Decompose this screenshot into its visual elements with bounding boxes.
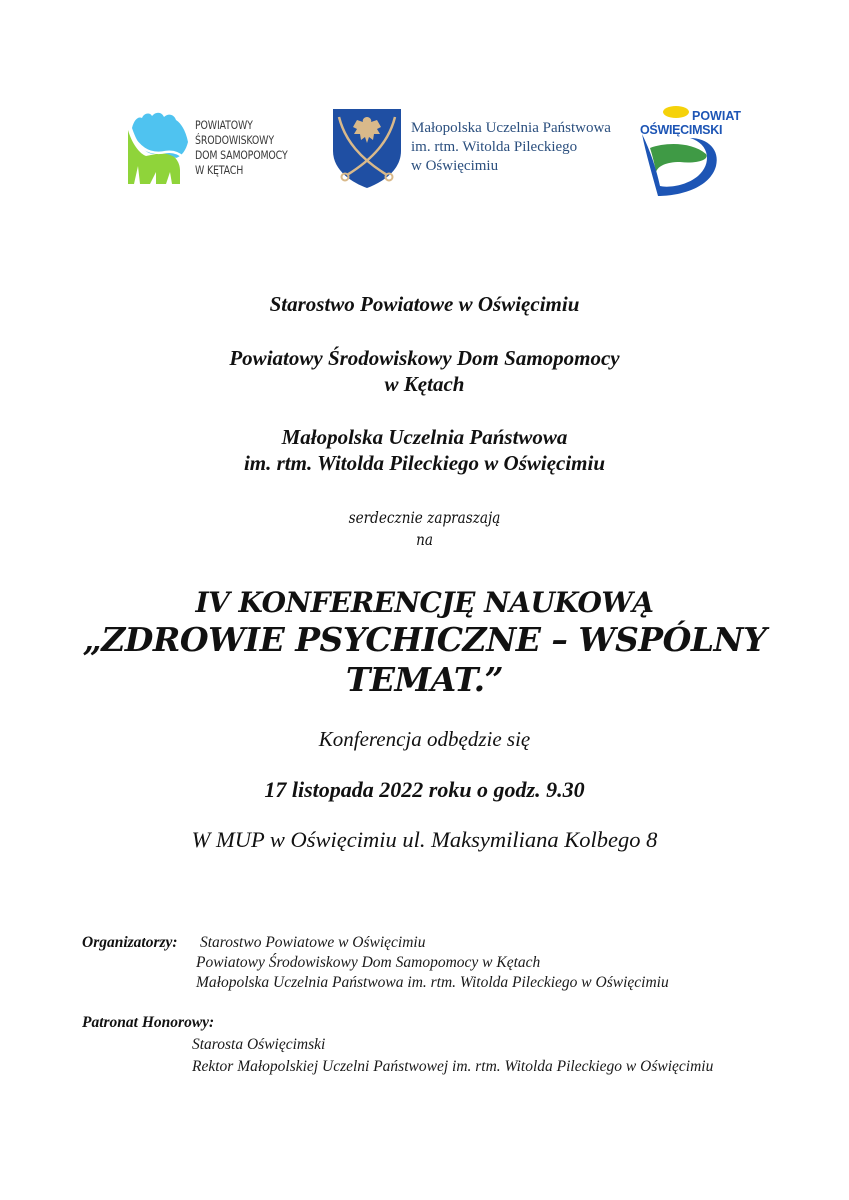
patron-item: Starosta Oświęcimski (192, 1036, 326, 1053)
organizer-starostwo: Starostwo Powiatowe w Oświęcimiu (269, 292, 580, 316)
invite-na: na (416, 530, 433, 549)
logo-psds-kety (126, 108, 306, 186)
psds-logo-line: ŚRODOWISKOWY (195, 133, 274, 147)
powiat-logo-line1: POWIAT (692, 109, 742, 123)
organizer-item: Powiatowy Środowiskowy Dom Samopomocy w Kętach (196, 954, 541, 971)
organizer-mup-line1: Małopolska Uczelnia Państwowa (281, 425, 568, 449)
conference-title-line3: TEMAT.” (345, 660, 504, 699)
organizer-item: Małopolska Uczelnia Państwowa im. rtm. Witolda Pileckiego w Oświęcimiu (196, 974, 669, 991)
mup-logo-line: im. rtm. Witolda Pileckiego (411, 139, 578, 155)
shield-eagle-sabres-icon (331, 107, 403, 189)
powiat-logo-line2: OŚWIĘCIMSKI (640, 123, 723, 137)
conference-title-line2: „ZDROWIE PSYCHICZNE – WSPÓLNY (82, 620, 767, 659)
patron-item: Rektor Małopolskiej Uczelni Państwowej im. rtm. Witolda Pileckiego w Oświęcimiu (192, 1058, 714, 1075)
psds-logo-line: POWIATOWY (195, 118, 253, 132)
conference-intro: Konferencja odbędzie się (318, 727, 531, 751)
invite-text: serdecznie zapraszają (348, 508, 501, 527)
conference-title-line1: IV KONFERENCJĘ NAUKOWĄ (195, 586, 654, 619)
psds-logo-line: DOM SAMOPOMOCY (195, 148, 288, 162)
conference-date: 17 listopada 2022 roku o godz. 9.30 (264, 777, 585, 802)
psds-logo-line: W KĘTACH (195, 163, 244, 177)
patronage-label: Patronat Honorowy: (82, 1014, 215, 1031)
mup-logo-line: Małopolska Uczelnia Państwowa (411, 120, 611, 136)
organizer-item: Starostwo Powiatowe w Oświęcimiu (200, 934, 426, 951)
hands-people-icon (126, 110, 192, 186)
organizer-psds-line2: w Kętach (384, 372, 465, 396)
mup-logo-line: w Oświęcimiu (411, 158, 499, 174)
organizer-psds-line1: Powiatowy Środowiskowy Dom Samopomocy (229, 346, 620, 370)
conference-place: W MUP w Oświęcimiu ul. Maksymiliana Kolbego 8 (191, 827, 658, 852)
logo-powiat-oswiecimski (636, 104, 742, 199)
organizer-mup-line2: im. rtm. Witolda Pileckiego w Oświęcimiu (243, 451, 606, 475)
logo-mup (331, 105, 626, 190)
organizers-label: Organizatorzy: (82, 934, 178, 951)
